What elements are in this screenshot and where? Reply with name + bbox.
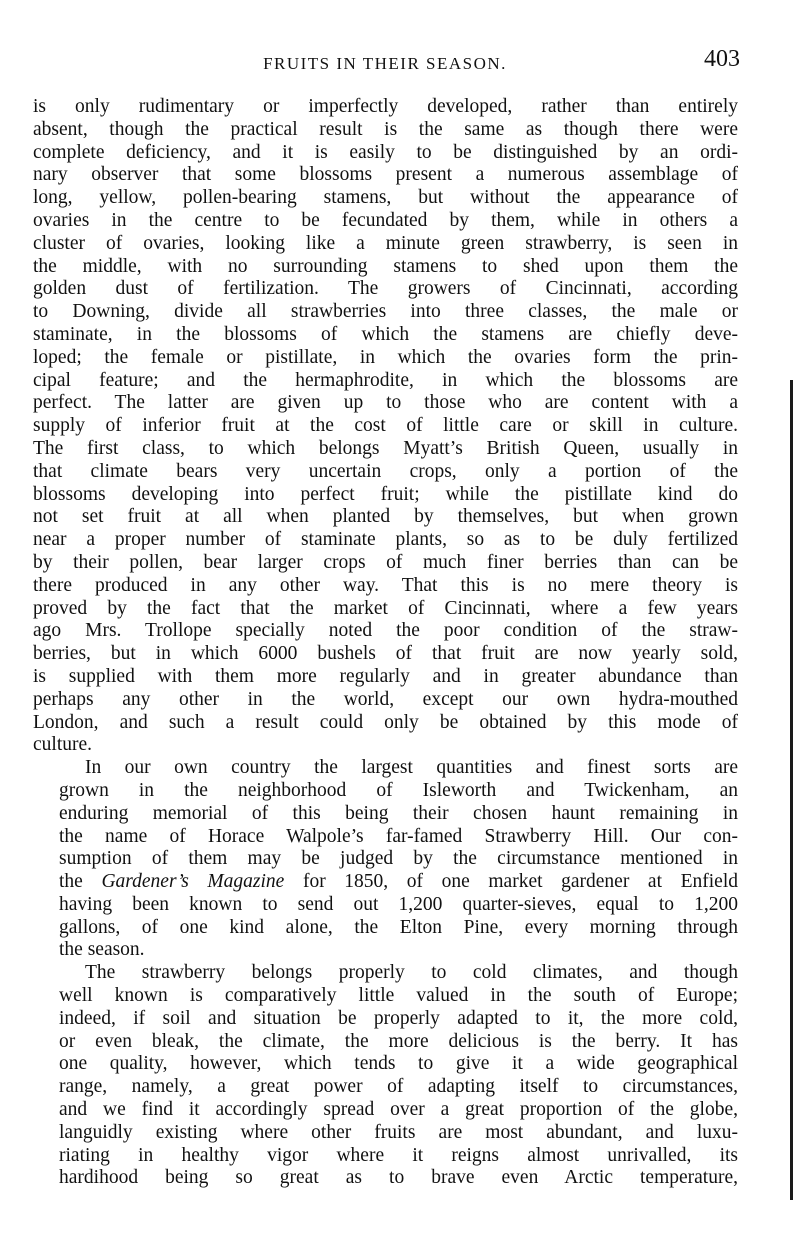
- text-line: complete deficiency, and it is easily to be distinguished by an ordi-: [33, 141, 738, 163]
- line-text-after: for 1850, of one market gardener at Enfield: [284, 871, 739, 893]
- paragraph-3: [33, 962, 738, 1190]
- text-line: is supplied with them more regularly and in greater abundance than: [33, 665, 738, 687]
- text-line: grown in the neighborhood of Isleworth and Twickenham, an: [59, 779, 738, 801]
- text-line: blossoms developing into perfect fruit; while the pistillate kind do: [33, 483, 738, 505]
- text-line: range, namely, a great power of adapting itself to circumstances,: [59, 1076, 738, 1098]
- text-line: absent, though the practical result is the same as though there were: [33, 118, 738, 140]
- text-line: having been known to send out 1,200 quarter-sieves, equal to 1,200: [59, 893, 738, 915]
- text-line: is only rudimentary or imperfectly developed, rather than entirely: [33, 96, 738, 117]
- text-line: The first class, to which belongs Myatt’s British Queen, usually in: [33, 437, 738, 459]
- text-line: In our own country the largest quantities and finest sorts are: [85, 757, 738, 779]
- text-line: culture.: [33, 734, 93, 756]
- text-line: The strawberry belongs properly to cold climates, and though: [85, 962, 738, 984]
- text-line: indeed, if soil and situation be properly adapted to it, the more cold,: [59, 1007, 738, 1029]
- text-line: the middle, with no surrounding stamens to shed upon them the: [33, 255, 738, 277]
- text-line: golden dust of fertilization. The growers of Cincinnati, according: [33, 278, 738, 300]
- text-line: staminate, in the blossoms of which the stamens are chiefly deve-: [33, 323, 738, 345]
- text-line: not set fruit at all when planted by themselves, but when grown: [33, 506, 738, 528]
- text-line: ago Mrs. Trollope specially noted the poor condition of the straw-: [33, 620, 738, 642]
- text-line: cluster of ovaries, looking like a minute green strawberry, is seen in: [33, 232, 738, 254]
- text-line: that climate bears very uncertain crops, only a portion of the: [33, 460, 738, 482]
- text-line: ovaries in the centre to be fecundated by them, while in others a: [33, 209, 738, 231]
- text-line: loped; the female or pistillate, in which the ovaries form the prin-: [33, 346, 738, 368]
- text-line: and we find it accordingly spread over a great proportion of the globe,: [59, 1099, 738, 1121]
- page-number: 403: [704, 46, 740, 72]
- text-line: berries, but in which 6000 bushels of that fruit are now yearly sold,: [33, 643, 738, 665]
- text-line: near a proper number of staminate plants, so as to be duly fertilized: [33, 529, 738, 551]
- text-line: enduring memorial of this being their chosen haunt remaining in: [59, 802, 738, 824]
- text-line: hardihood being so great as to brave even Arctic temperature,: [59, 1167, 738, 1189]
- text-line: sumption of them may be judged by the circumstance mentioned in: [59, 848, 738, 870]
- text-line: supply of inferior fruit at the cost of little care or skill in culture.: [33, 415, 738, 437]
- text-line: by their pollen, bear larger crops of much finer berries than can be: [33, 551, 738, 573]
- text-line: one quality, however, which tends to give it a wide geographical: [59, 1053, 738, 1075]
- magazine-title: Gardener’s Magazine: [101, 871, 285, 893]
- text-line: perfect. The latter are given up to those who are content with a: [33, 392, 738, 414]
- text-line: well known is comparatively little valued in the south of Europe;: [59, 985, 738, 1007]
- text-line: riating in healthy vigor where it reigns almost unrivalled, its: [59, 1144, 738, 1166]
- text-line: gallons, of one kind alone, the Elton Pine, every morning through: [59, 916, 738, 938]
- text-line: proved by the fact that the market of Cincinnati, where a few years: [33, 597, 738, 619]
- text-line: nary observer that some blossoms present a numerous assemblage of: [33, 164, 738, 186]
- text-line-with-title: [33, 871, 738, 894]
- paragraph-1: [33, 96, 738, 757]
- text-line: or even bleak, the climate, the more delicious is the berry. It has: [59, 1030, 738, 1052]
- paragraph-2: [33, 757, 738, 962]
- body-text: [33, 96, 738, 1190]
- text-line: long, yellow, pollen-bearing stamens, but without the appearance of: [33, 187, 738, 209]
- text-line: the season.: [59, 939, 145, 961]
- page-header: [30, 44, 740, 84]
- line-text-before: the: [59, 871, 102, 893]
- text-line: to Downing, divide all strawberries into three classes, the male or: [33, 301, 738, 323]
- text-line: there produced in any other way. That this is no mere theory is: [33, 574, 738, 596]
- text-line: the name of Horace Walpole’s far-famed Strawberry Hill. Our con-: [59, 825, 738, 847]
- text-line: London, and such a result could only be obtained by this mode of: [33, 711, 738, 733]
- running-head: FRUITS IN THEIR SEASON.: [263, 54, 507, 73]
- text-line: languidly existing where other fruits are most abundant, and luxu-: [59, 1121, 738, 1143]
- text-line: perhaps any other in the world, except our own hydra-mouthed: [33, 688, 738, 710]
- text-line: cipal feature; and the hermaphrodite, in which the blossoms are: [33, 369, 738, 391]
